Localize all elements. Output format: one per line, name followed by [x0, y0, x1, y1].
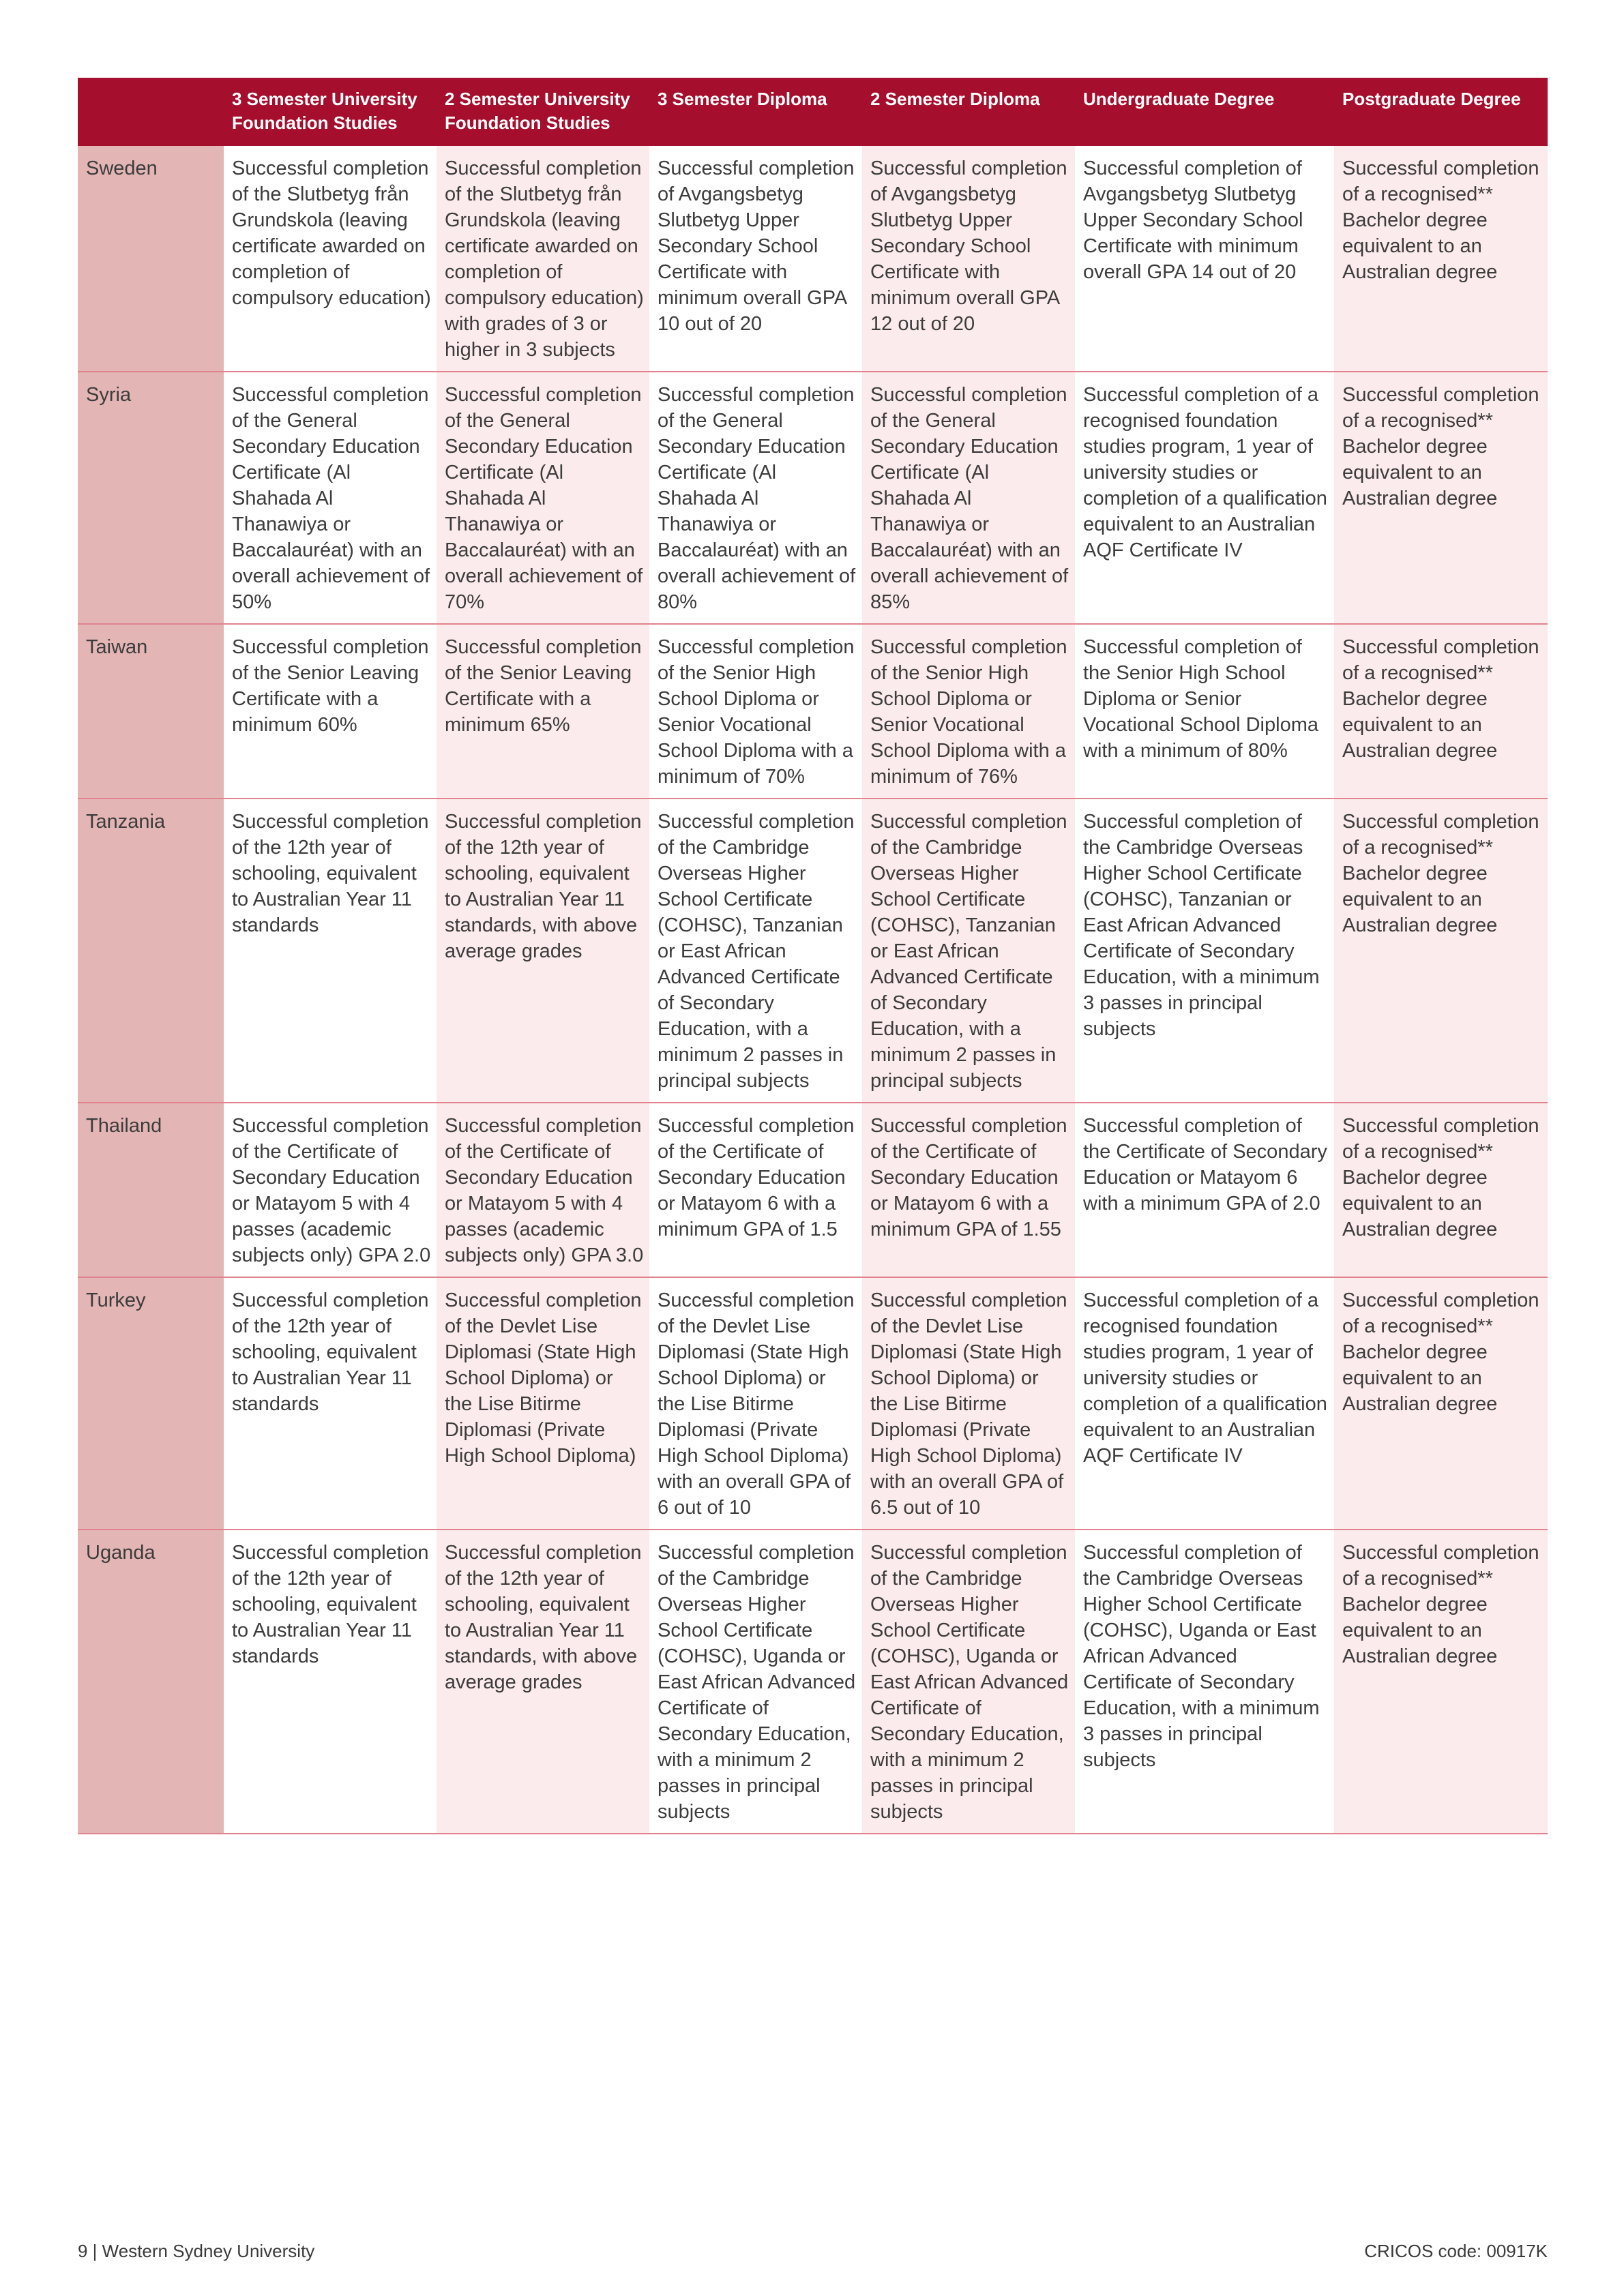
requirement-cell-diploma-3-semester: Successful completion of the Devlet Lise Diplomasi (State High School Diploma) or the Lise Bitirme Diplomasi (Private High School Diploma) with an overall GPA of 6 out of 10 — [649, 1277, 862, 1530]
requirement-cell-diploma-2-semester: Successful completion of the General Secondary Education Certificate (Al Shahada Al Thanawiya or Baccalauréat) with an overall achievement of 85% — [862, 372, 1075, 624]
requirement-cell-diploma-3-semester: Successful completion of the Certificate of Secondary Education or Matayom 6 with a minimum GPA of 1.5 — [649, 1103, 862, 1277]
table-row — [78, 146, 1548, 372]
requirement-cell-postgraduate: Successful completion of a recognised** Bachelor degree equivalent to an Australian degree — [1334, 1103, 1548, 1277]
requirement-cell-foundation-2-semester: Successful completion of the General Secondary Education Certificate (Al Shahada Al Thanawiya or Baccalauréat) with an overall achievement of 70% — [437, 372, 649, 624]
header-postgraduate-degree: Postgraduate Degree — [1334, 78, 1548, 146]
requirement-cell-foundation-2-semester: Successful completion of the Devlet Lise Diplomasi (State High School Diploma) or the Lise Bitirme Diplomasi (Private High School Diploma) — [437, 1277, 649, 1530]
requirement-cell-diploma-3-semester: Successful completion of the Senior High School Diploma or Senior Vocational School Diploma with a minimum of 70% — [649, 624, 862, 799]
table-row — [78, 1103, 1548, 1277]
requirement-cell-foundation-3-semester: Successful completion of the Slutbetyg från Grundskola (leaving certificate awarded on completion of compulsory education) — [224, 146, 437, 372]
requirement-cell-postgraduate: Successful completion of a recognised** Bachelor degree equivalent to an Australian degree — [1334, 372, 1548, 624]
requirement-cell-diploma-3-semester: Successful completion of the Cambridge Overseas Higher School Certificate (COHSC), Uganda or East African Advanced Certificate of Secondary Education, with a minimum 2 passes in principal subjects — [649, 1530, 862, 1834]
header-2-semester-diploma: 2 Semester Diploma — [862, 78, 1075, 146]
requirement-cell-diploma-2-semester: Successful completion of Avgangsbetyg Slutbetyg Upper Secondary School Certificate with minimum overall GPA 12 out of 20 — [862, 146, 1075, 372]
header-country — [78, 78, 224, 146]
requirement-cell-undergraduate: Successful completion of a recognised foundation studies program, 1 year of university studies or completion of a qualification equivalent to an Australian AQF Certificate IV — [1075, 1277, 1334, 1530]
country-cell: Thailand — [78, 1103, 224, 1277]
country-cell: Sweden — [78, 146, 224, 372]
requirement-cell-undergraduate: Successful completion of the Certificate of Secondary Education or Matayom 6 with a minimum GPA of 2.0 — [1075, 1103, 1334, 1277]
requirement-cell-postgraduate: Successful completion of a recognised** Bachelor degree equivalent to an Australian degree — [1334, 624, 1548, 799]
country-cell: Turkey — [78, 1277, 224, 1530]
header-3-semester-diploma: 3 Semester Diploma — [649, 78, 862, 146]
footer-cricos-code: CRICOS code: 00917K — [1364, 2241, 1548, 2261]
requirement-cell-undergraduate: Successful completion of the Cambridge Overseas Higher School Certificate (COHSC), Uganda or East African Advanced Certificate of Secondary Education, with a minimum 3 passes in principal subjects — [1075, 1530, 1334, 1834]
table-header — [78, 78, 1548, 146]
country-cell: Syria — [78, 372, 224, 624]
table-row — [78, 1530, 1548, 1834]
country-cell: Tanzania — [78, 799, 224, 1103]
requirement-cell-foundation-2-semester: Successful completion of the Slutbetyg från Grundskola (leaving certificate awarded on completion of compulsory education) with grades of 3 or higher in 3 subjects — [437, 146, 649, 372]
country-cell: Taiwan — [78, 624, 224, 799]
requirement-cell-foundation-3-semester: Successful completion of the General Secondary Education Certificate (Al Shahada Al Thanawiya or Baccalauréat) with an overall achievement of 50% — [224, 372, 437, 624]
requirement-cell-undergraduate: Successful completion of a recognised foundation studies program, 1 year of university studies or completion of a qualification equivalent to an Australian AQF Certificate IV — [1075, 372, 1334, 624]
requirement-cell-diploma-2-semester: Successful completion of the Senior High School Diploma or Senior Vocational School Diploma with a minimum of 76% — [862, 624, 1075, 799]
requirement-cell-undergraduate: Successful completion of Avgangsbetyg Slutbetyg Upper Secondary School Certificate with minimum overall GPA 14 out of 20 — [1075, 146, 1334, 372]
requirement-cell-diploma-2-semester: Successful completion of the Devlet Lise Diplomasi (State High School Diploma) or the Lise Bitirme Diplomasi (Private High School Diploma) with an overall GPA of 6.5 out of 10 — [862, 1277, 1075, 1530]
requirement-cell-foundation-2-semester: Successful completion of the 12th year of schooling, equivalent to Australian Year 11 standards, with above average grades — [437, 799, 649, 1103]
requirement-cell-foundation-2-semester: Successful completion of the 12th year of schooling, equivalent to Australian Year 11 standards, with above average grades — [437, 1530, 649, 1834]
table-row — [78, 1277, 1548, 1530]
requirement-cell-foundation-3-semester: Successful completion of the 12th year of schooling, equivalent to Australian Year 11 standards — [224, 799, 437, 1103]
table-body — [78, 146, 1548, 1834]
requirement-cell-foundation-2-semester: Successful completion of the Senior Leaving Certificate with a minimum 65% — [437, 624, 649, 799]
header-2-semester-foundation: 2 Semester University Foundation Studies — [437, 78, 649, 146]
requirement-cell-diploma-3-semester: Successful completion of Avgangsbetyg Slutbetyg Upper Secondary School Certificate with minimum overall GPA 10 out of 20 — [649, 146, 862, 372]
requirement-cell-foundation-2-semester: Successful completion of the Certificate of Secondary Education or Matayom 5 with 4 passes (academic subjects only) GPA 3.0 — [437, 1103, 649, 1277]
requirement-cell-undergraduate: Successful completion of the Cambridge Overseas Higher School Certificate (COHSC), Tanzanian or East African Advanced Certificate of Secondary Education, with a minimum 3 passes in principal subjects — [1075, 799, 1334, 1103]
requirement-cell-foundation-3-semester: Successful completion of the 12th year of schooling, equivalent to Australian Year 11 standards — [224, 1530, 437, 1834]
requirement-cell-diploma-2-semester: Successful completion of the Cambridge Overseas Higher School Certificate (COHSC), Tanzanian or East African Advanced Certificate of Secondary Education, with a minimum 2 passes in principal subjects — [862, 799, 1075, 1103]
country-cell: Uganda — [78, 1530, 224, 1834]
table-row — [78, 624, 1548, 799]
entry-requirements-table — [78, 78, 1548, 1834]
requirement-cell-postgraduate: Successful completion of a recognised** Bachelor degree equivalent to an Australian degree — [1334, 1530, 1548, 1834]
header-undergraduate-degree: Undergraduate Degree — [1075, 78, 1334, 146]
footer-page-label: 9 | Western Sydney University — [78, 2241, 315, 2261]
requirement-cell-postgraduate: Successful completion of a recognised** Bachelor degree equivalent to an Australian degree — [1334, 799, 1548, 1103]
header-3-semester-foundation: 3 Semester University Foundation Studies — [224, 78, 437, 146]
requirement-cell-foundation-3-semester: Successful completion of the Certificate of Secondary Education or Matayom 5 with 4 passes (academic subjects only) GPA 2.0 — [224, 1103, 437, 1277]
requirement-cell-diploma-3-semester: Successful completion of the General Secondary Education Certificate (Al Shahada Al Thanawiya or Baccalauréat) with an overall achievement of 80% — [649, 372, 862, 624]
requirement-cell-foundation-3-semester: Successful completion of the Senior Leaving Certificate with a minimum 60% — [224, 624, 437, 799]
requirement-cell-foundation-3-semester: Successful completion of the 12th year of schooling, equivalent to Australian Year 11 standards — [224, 1277, 437, 1530]
requirement-cell-diploma-2-semester: Successful completion of the Certificate of Secondary Education or Matayom 6 with a minimum GPA of 1.55 — [862, 1103, 1075, 1277]
table-row — [78, 799, 1548, 1103]
requirement-cell-diploma-3-semester: Successful completion of the Cambridge Overseas Higher School Certificate (COHSC), Tanzanian or East African Advanced Certificate of Secondary Education, with a minimum 2 passes in principal subjects — [649, 799, 862, 1103]
header-row — [78, 78, 1548, 146]
requirement-cell-undergraduate: Successful completion of the Senior High School Diploma or Senior Vocational School Diploma with a minimum of 80% — [1075, 624, 1334, 799]
table-row — [78, 372, 1548, 624]
requirement-cell-postgraduate: Successful completion of a recognised** Bachelor degree equivalent to an Australian degree — [1334, 1277, 1548, 1530]
requirement-cell-diploma-2-semester: Successful completion of the Cambridge Overseas Higher School Certificate (COHSC), Uganda or East African Advanced Certificate of Secondary Education, with a minimum 2 passes in principal subjects — [862, 1530, 1075, 1834]
requirement-cell-postgraduate: Successful completion of a recognised** Bachelor degree equivalent to an Australian degree — [1334, 146, 1548, 372]
